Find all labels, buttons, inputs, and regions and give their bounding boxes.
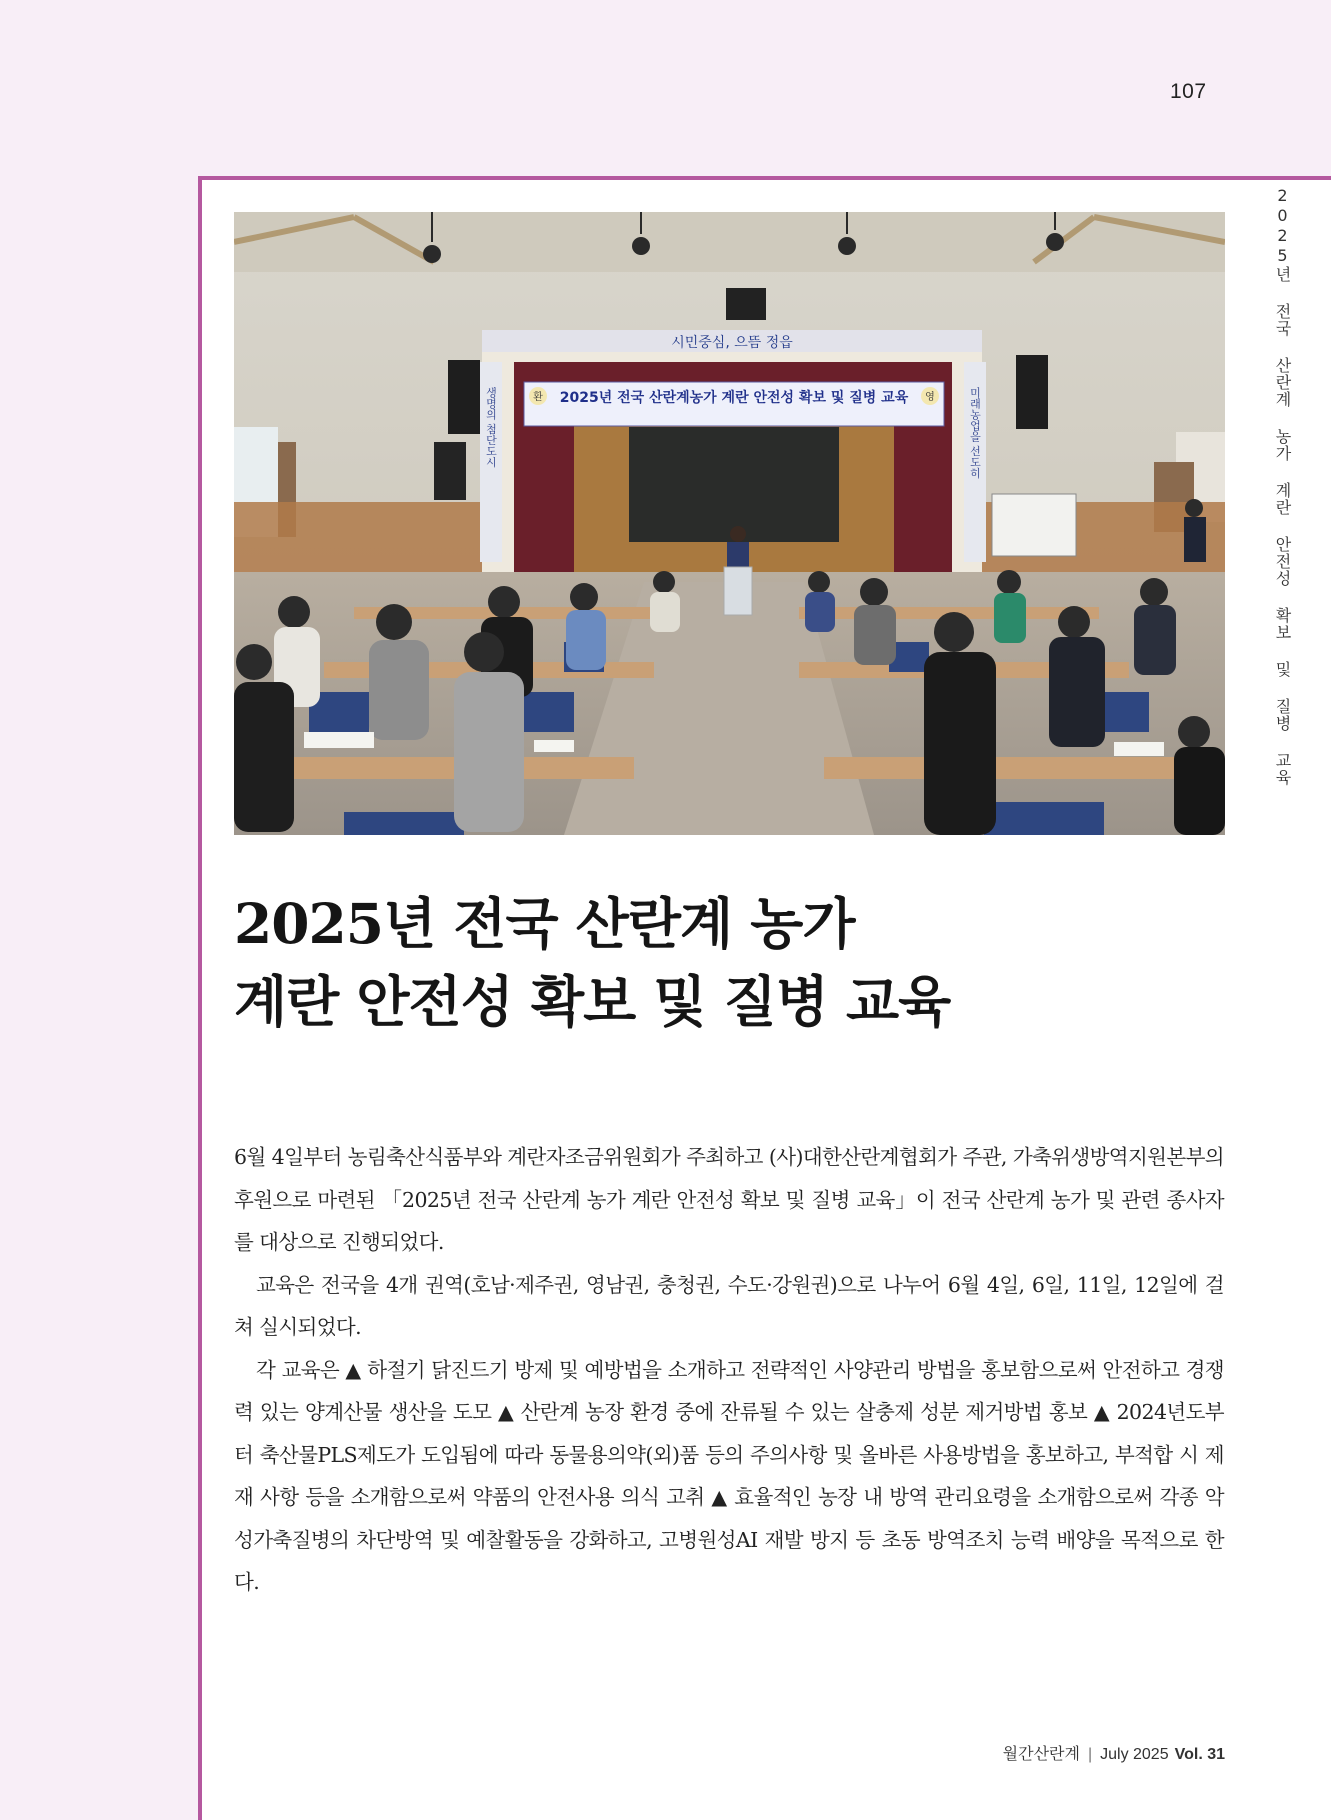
- page-number: 107: [1170, 80, 1207, 103]
- photo-banner-main: 2025년 전국 산란계농가 계란 안전성 확보 및 질병 교육: [559, 390, 909, 406]
- footer-date: July 2025: [1100, 1746, 1169, 1763]
- footer-separator: |: [1087, 1746, 1093, 1763]
- body-paragraph-3: 각 교육은 ▲ 하절기 닭진드기 방제 및 예방법을 소개하고 전략적인 사양관리 방법을 홍보함으로써 안전하고 경쟁력 있는 양계산물 생산을 도모 ▲ 산란계 농장 환경 중에 잔류될 수 있는 살충제 성분 제거방법 홍보 ▲ 2024년도부터 축산물PLS제도가 도입됨에 따라 동물용의약(외)품 등의 주의사항 및 올바른 사용방법을 홍보하고, 부적합 시 제재 사항 등을 소개함으로써 약품의 안전사용 의식 고취 ▲ 효율적인 농장 내 방역 관리요령을 소개함으로써 각종 악성가축질병의 차단방역 및 예찰활동을 강화하고, 고병원성AI 재발 방지 등 초동 방역조치 능력 배양을 목적으로 한다.: [234, 1357, 1224, 1594]
- article-body: [234, 1136, 1224, 1604]
- photo-pillar-right: 미래농업을 선도히: [968, 387, 982, 479]
- footer-volume: Vol. 31: [1174, 1746, 1225, 1763]
- page-footer: [1003, 1741, 1225, 1764]
- headline-line-2: 계란 안전성 확보 및 질병 교육: [234, 969, 951, 1034]
- body-paragraph-1: 6월 4일부터 농림축산식품부와 계란자조금위원회가 주최하고 (사)대한산란계협회가 주관, 가축위생방역지원본부의 후원으로 마련된 「2025년 전국 산란계 농가 계란 안전성 확보 및 질병 교육」이 전국 산란계 농가 및 관련 종사자를 대상으로 진행되었다.: [234, 1145, 1224, 1254]
- photo-banner-left-letter: 환: [533, 392, 543, 403]
- photo-pillar-left: 생명의 첨단도시: [484, 387, 498, 468]
- footer-magazine-name: 월간산란계: [1002, 1746, 1080, 1763]
- headline-line-1: 2025년 전국 산란계 농가: [234, 891, 855, 956]
- photo-banner-right-letter: 영: [925, 392, 935, 403]
- photo-banner-top: 시민중심, 으뜸 정읍: [671, 335, 793, 351]
- side-running-title: 2025년 전국 산란계 농가 계란 안전성 확보 및 질병 교육: [1273, 186, 1292, 786]
- article-headline: [234, 885, 1214, 1041]
- event-photo: [234, 212, 1225, 835]
- body-paragraph-2: 교육은 전국을 4개 권역(호남·제주권, 영남권, 충청권, 수도·강원권)으로 나누어 6월 4일, 6일, 11일, 12일에 걸쳐 실시되었다.: [234, 1272, 1224, 1339]
